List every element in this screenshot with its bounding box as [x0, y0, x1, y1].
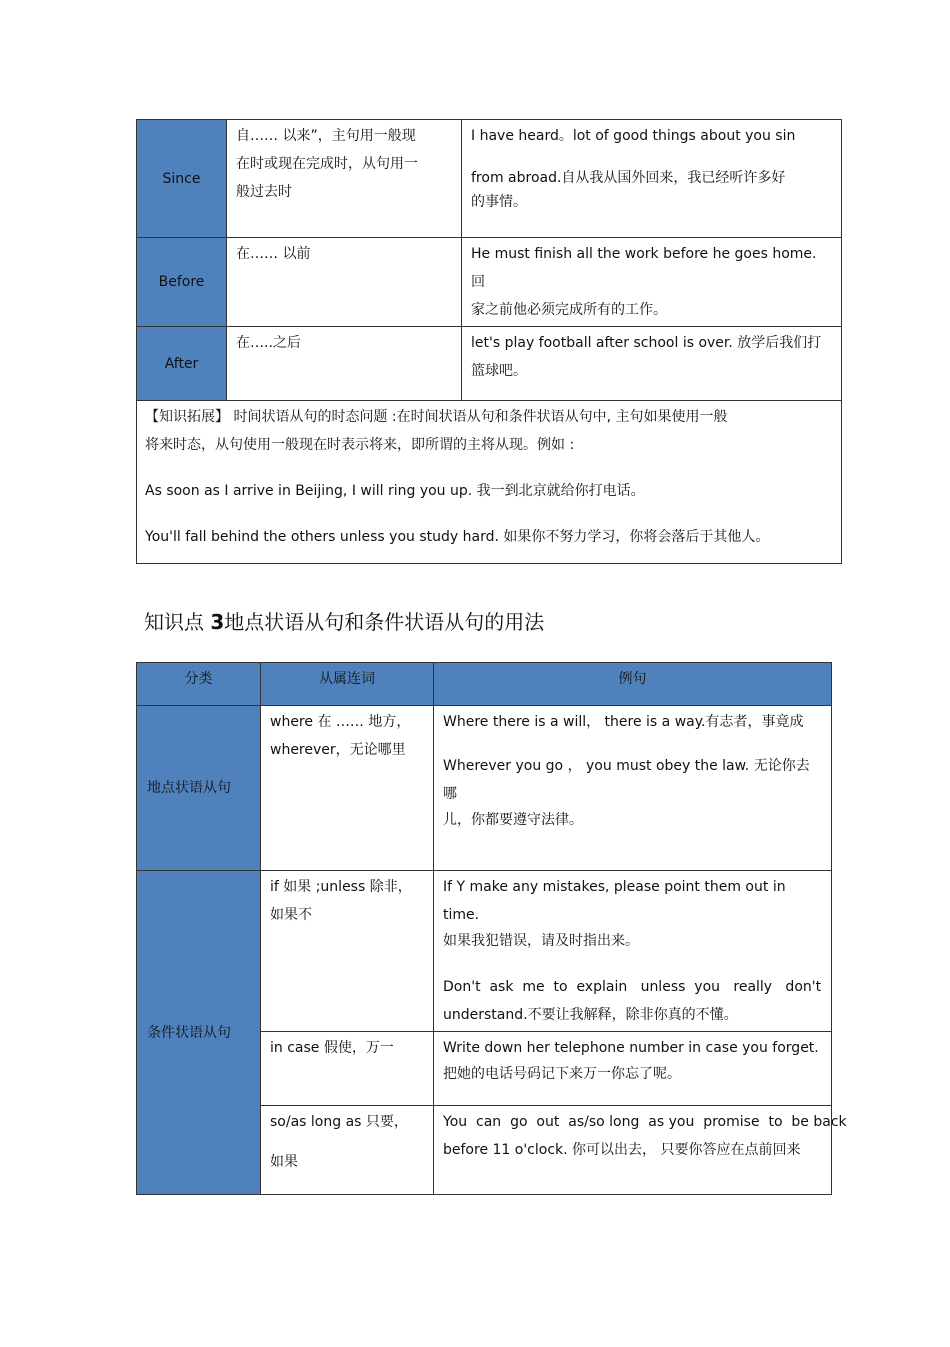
note-row — [137, 401, 842, 564]
example-cell: Where there is a will， there is a way.有志者，事竟成 Wherever you go ， you must obey the law. 无论你去哪 儿，你都要遵守法律。 — [434, 706, 832, 871]
knowledge-extension-note: 【知识拓展】 时间状语从句的时态问题 :在时间状语从句和条件状语从句中, 主句如果使用一般 将来时态，从句使用一般现在时表示将来，即所谓的主将从现。例如 : As soon as I arrive in Beijing, I will ring you up. 我一到北京就给你打电话。 You'll fall behind the others unless you study hard. 如果你不努力学习，你将会落后于其他人。 — [137, 401, 842, 564]
table-row — [137, 238, 842, 327]
conjunction-cell: in case 假使，万一 — [261, 1032, 434, 1106]
meaning-cell: 在…… 以前 — [227, 238, 462, 327]
header-conjunction: 从属连词 — [261, 663, 434, 706]
example-cell: You can go out as/so long as you promise to be back before 11 o'clock. 你可以出去， 只要你答应在点前回来 — [434, 1106, 832, 1195]
header-category: 分类 — [137, 663, 261, 706]
example-cell: Write down her telephone number in case you forget. 把她的电话号码记下来万一你忘了呢。 — [434, 1032, 832, 1106]
table-row — [137, 706, 832, 871]
row-label-after: After — [137, 327, 227, 401]
table-header-row — [137, 663, 832, 706]
example-cell: I have heard。lot of good things about you sin from abroad.自从我从国外回来，我已经听许多好 的事情。 — [462, 120, 842, 238]
table-row — [137, 120, 842, 238]
row-label-before: Before — [137, 238, 227, 327]
table-row — [137, 871, 832, 1032]
row-label-place: 地点状语从句 — [137, 706, 261, 871]
meaning-cell: 在…..之后 — [227, 327, 462, 401]
place-condition-clause-table — [136, 662, 847, 1195]
section-title: 知识点 3地点状语从句和条件状语从句的用法 — [144, 610, 545, 634]
time-clause-table — [136, 119, 842, 564]
row-label-since: Since — [137, 120, 227, 238]
table-row — [137, 327, 842, 401]
row-label-condition: 条件状语从句 — [137, 871, 261, 1195]
conjunction-cell: if 如果 ;unless 除非， 如果不 — [261, 871, 434, 1032]
meaning-cell: 自…… 以来”，主句用一般现 在时或现在完成时，从句用一 般过去时 — [227, 120, 462, 238]
example-cell: He must finish all the work before he goes home. 回 家之前他必须完成所有的工作。 — [462, 238, 842, 327]
header-example: 例句 — [434, 663, 832, 706]
example-cell: If Y make any mistakes, please point them out in time. 如果我犯错误，请及时指出来。 Don't ask me to explain unless you really don't understand.不要让我解释，除非你真的不懂。 — [434, 871, 832, 1032]
conjunction-cell: where 在 …… 地方， wherever，无论哪里 — [261, 706, 434, 871]
conjunction-cell: so/as long as 只要， 如果 — [261, 1106, 434, 1195]
example-cell: let's play football after school is over. 放学后我们打 篮球吧。 — [462, 327, 842, 401]
